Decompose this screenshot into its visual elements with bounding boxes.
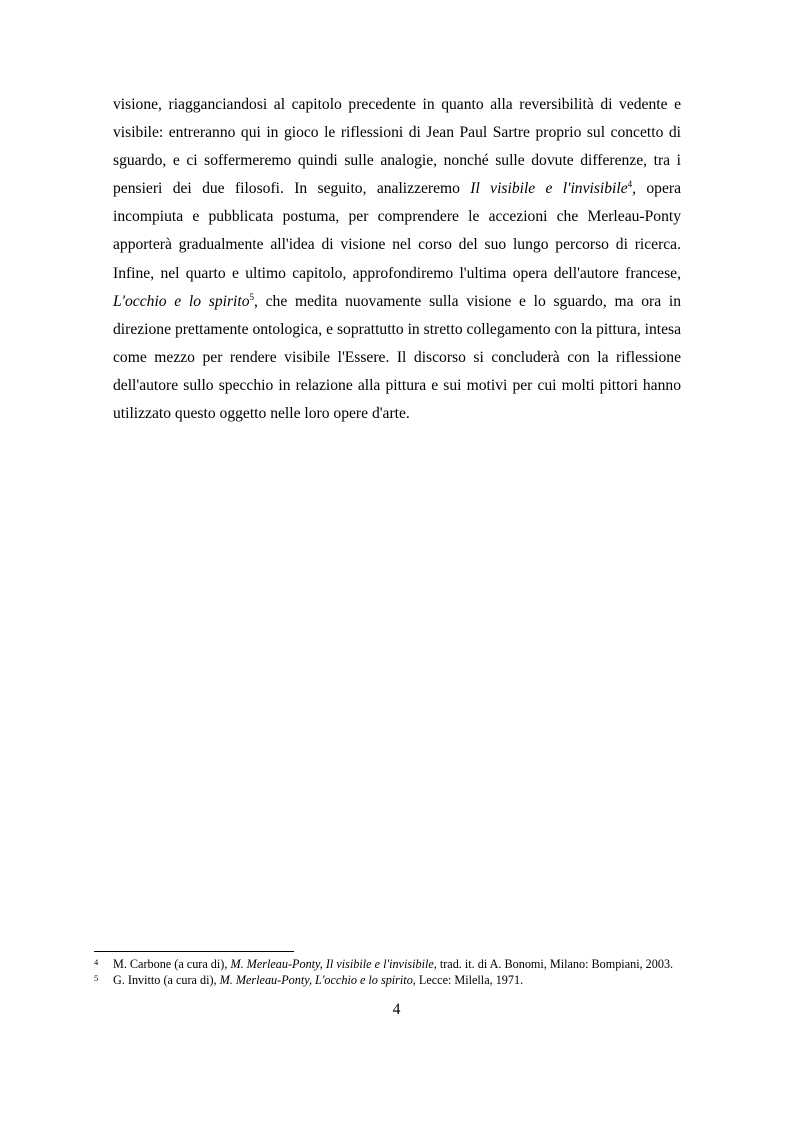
footnote-5	[94, 972, 694, 988]
footnote-text: G. Invitto (a cura di),	[113, 973, 220, 987]
page-number: 4	[392, 1001, 401, 1018]
footnote-work-title: M. Merleau-Ponty, Il visibile e l'invisibile	[230, 957, 434, 971]
footnote-separator	[94, 951, 294, 952]
footnote-ref-5[interactable]: 5	[249, 291, 255, 302]
footnote-text: Lecce: Milella, 1971.	[415, 973, 524, 987]
footnote-work-title: M. Merleau-Ponty, L'occhio e lo spirito,	[219, 973, 416, 987]
footnote-text: , trad. it. di A. Bonomi, Milano: Bompiani, 2003.	[433, 957, 674, 971]
footnote-number: 4	[94, 957, 99, 967]
footnotes-section	[94, 951, 694, 988]
body-text-segment: opera incompiuta e pubblicata postuma, per comprendere le accezioni che Merleau-Ponty apporterà gradualmente all'idea di visione nel corso del suo lungo percorso di ricerca. Infine, nel quarto e ultimo capitolo, approfondiremo l'ultima opera dell'autore francese,	[113, 180, 682, 282]
body-paragraph	[113, 91, 681, 428]
body-punctuation: ,	[632, 180, 637, 198]
body-text-segment: , che medita nuovamente sulla visione e lo sguardo, ma ora in direzione prettamente ontologica, e soprattutto in stretto collegamento con la pittura, intesa come mezzo per rendere visibile l'Essere. Il discorso si concluderà con la riflessione dell'autore sullo specchio in relazione alla pittura e sui motivi per cui molti pittori hanno utilizzato questo oggetto nelle loro opere d'arte.	[113, 292, 681, 423]
footnote-ref-4[interactable]: 4	[627, 179, 633, 190]
work-title-visibile: Il visibile e l'invisibile	[470, 180, 628, 198]
footnote-text: M. Carbone (a cura di),	[113, 957, 231, 971]
work-title-occhio: L'occhio e lo spirito	[113, 292, 250, 310]
footnote-4	[94, 956, 694, 972]
body-text-segment: visione, riagganciandosi al capitolo precedente in quanto alla reversibilità di vedente e visibile: entreranno qui in gioco le riflessioni di Jean Paul Sartre proprio sul concetto di sguardo, e ci soffermeremo quindi sulle analogie, nonché sulle dovute differenze, tra i pensieri dei due filosofi. In seguito, analizzeremo	[113, 96, 681, 198]
footnote-number: 5	[94, 973, 99, 983]
